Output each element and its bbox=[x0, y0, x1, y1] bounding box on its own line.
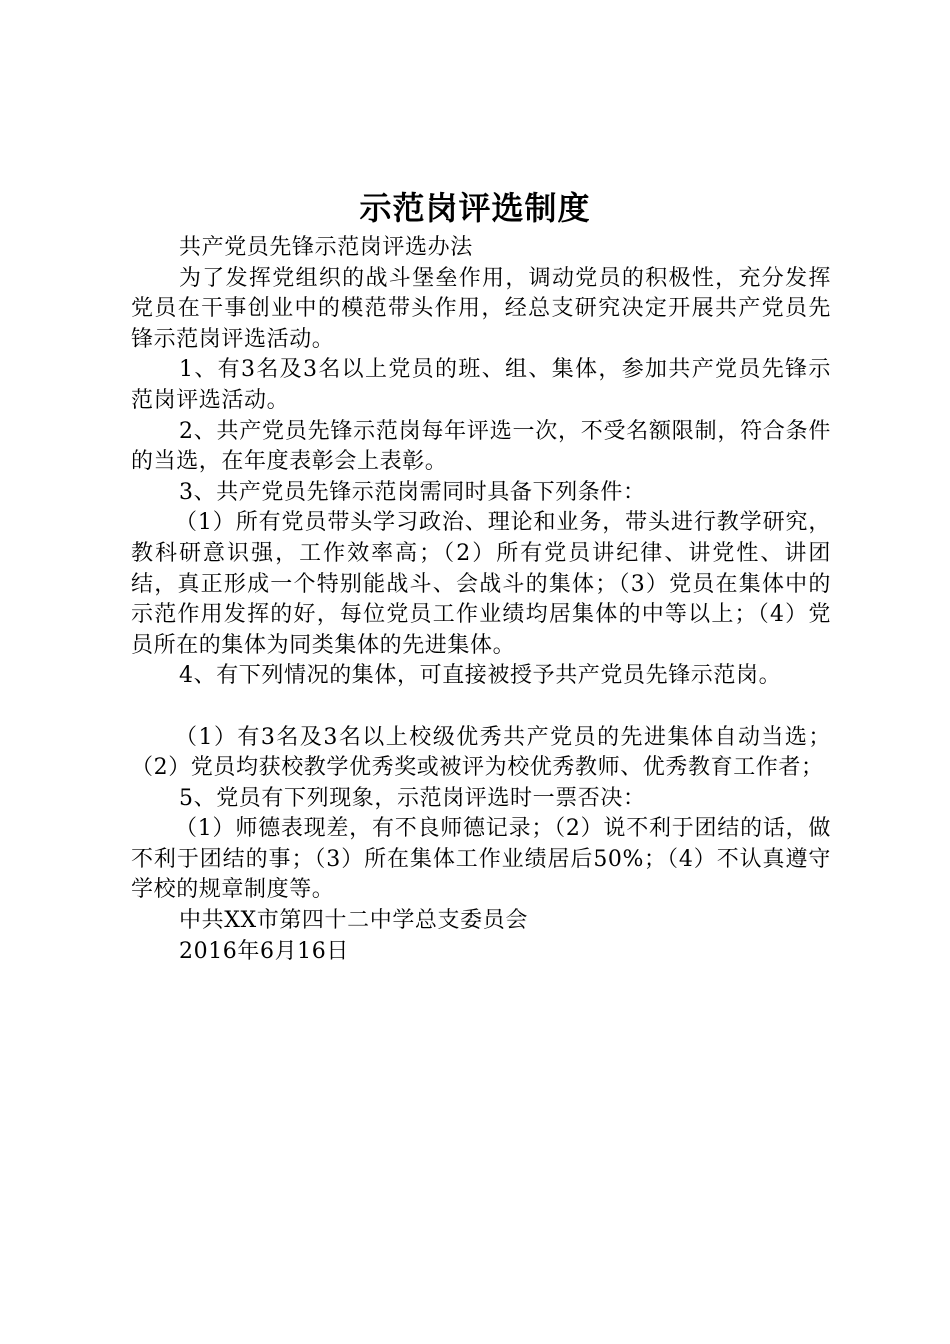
blank-line bbox=[131, 692, 831, 723]
rule-3-conditions-paragraph: （1）所有党员带头学习政治、理论和业务，带头进行教学研究，教科研意识强，工作效率高；（2）所有党员讲纪律、讲党性、讲团结，真正形成一个特别能战斗、会战斗的集体；（3）党员在集体中的示范作用发挥的好，每位党员工作业绩均居集体的中等以上；（4）党员所在的集体为同类集体的先进集体。 bbox=[131, 510, 831, 658]
issue-date: 2016年6月16日 bbox=[179, 938, 349, 964]
rule-4-paragraph: 4、有下列情况的集体，可直接被授予共产党员先锋示范岗。 bbox=[179, 663, 782, 689]
rule-4-conditions-paragraph: （1）有3名及3名以上校级优秀共产党员的先进集体自动当选；（2）党员均获校教学优秀奖或被评为校优秀教师、优秀教育工作者； bbox=[131, 724, 831, 781]
issuer-signature: 中共XX市第四十二中学总支委员会 bbox=[179, 908, 528, 934]
rule-3-paragraph: 3、共产党员先锋示范岗需同时具备下列条件： bbox=[179, 479, 646, 505]
document-body bbox=[131, 233, 831, 967]
rule-1-paragraph: 1、有3名及3名以上党员的班、组、集体，参加共产党员先锋示范岗评选活动。 bbox=[131, 357, 831, 413]
intro-paragraph: 为了发挥党组织的战斗堡垒作用，调动党员的积极性，充分发挥党员在干事创业中的模范带头作用，经总支研究决定开展共产党员先锋示范岗评选活动。 bbox=[131, 265, 831, 352]
subtitle-paragraph: 共产党员先锋示范岗评选办法 bbox=[179, 235, 473, 260]
rule-2-paragraph: 2、共产党员先锋示范岗每年评选一次，不受名额限制，符合条件的当选，在年度表彰会上表彰。 bbox=[131, 418, 831, 475]
rule-5-conditions-paragraph: （1）师德表现差，有不良师德记录；（2）说不利于团结的话，做不利于团结的事；（3）所在集体工作业绩居后50%；（4）不认真遵守学校的规章制度等。 bbox=[131, 816, 831, 903]
rule-5-paragraph: 5、党员有下列现象，示范岗评选时一票否决： bbox=[179, 785, 646, 811]
document-title: 示范岗评选制度 bbox=[359, 189, 591, 227]
